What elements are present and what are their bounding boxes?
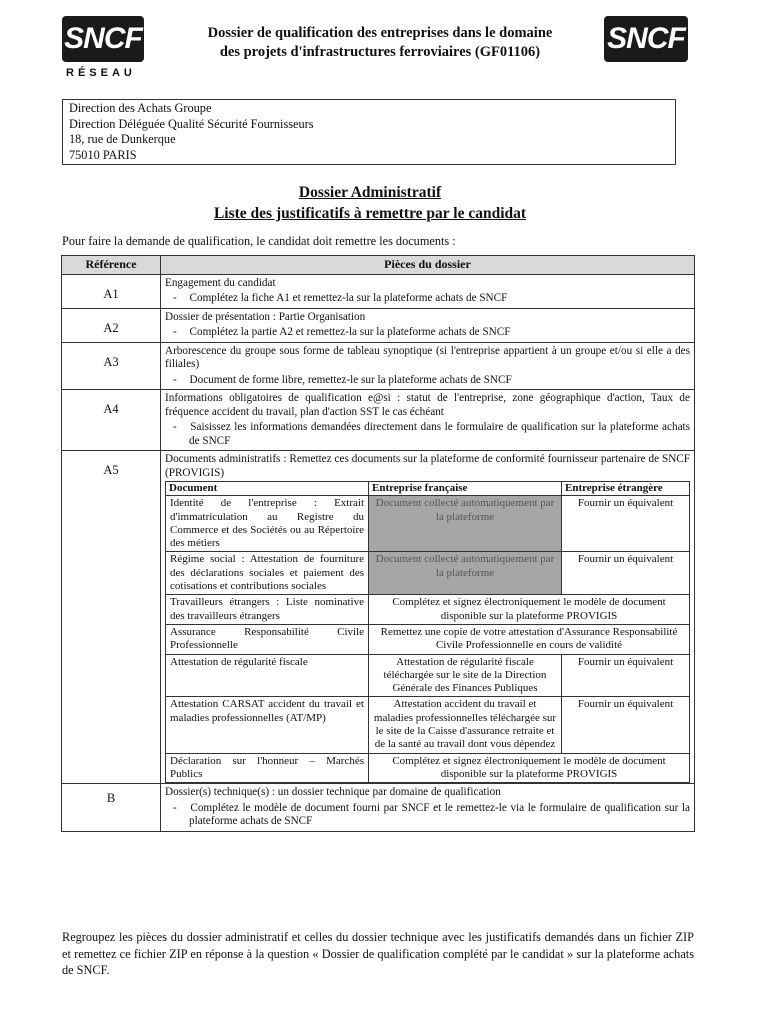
logo-subtitle: RÉSEAU — [66, 67, 136, 79]
title-line-2: des projets d'infrastructures ferroviaires (GF01106) — [219, 44, 541, 60]
document-title — [160, 24, 600, 62]
subtable-row — [166, 496, 690, 552]
table-row — [62, 390, 695, 451]
subtable-document: Régime social : Attestation de fourniture des déclarations sociales et paiement des cotisations et contributions sociales — [166, 552, 369, 595]
subtable-row — [166, 595, 690, 625]
row-content — [161, 390, 695, 451]
subtable-foreign-requirement: Fournir un équivalent — [562, 552, 690, 595]
row-content — [161, 784, 695, 832]
row-text: Dossier(s) technique(s) : un dossier technique par domaine de qualification — [165, 786, 501, 799]
subtable-document: Attestation CARSAT accident du travail et maladies professionnelles (AT/MP) — [166, 697, 369, 753]
subtable-merged-requirement: Remettez une copie de votre attestation d'Assurance Responsabilité Civile Professionnelle en cours de validité — [369, 624, 690, 654]
row-content — [161, 342, 695, 390]
subtable-row — [166, 624, 690, 654]
address-line: Direction des Achats Groupe — [69, 101, 212, 115]
subtable-foreign-requirement: Fournir un équivalent — [562, 654, 690, 697]
subtable-row — [166, 753, 690, 783]
row-text: Engagement du candidat — [165, 276, 276, 289]
row-instruction: - Complétez la fiche A1 et remettez-la sur la plateforme achats de SNCF — [165, 292, 690, 306]
subtable-header-document: Document — [166, 482, 369, 496]
row-text: Documents administratifs : Remettez ces documents sur la plateforme de conformité fournisseur partenaire de SNCF (PROVIGIS) — [165, 453, 690, 479]
row-text: Arborescence du groupe sous forme de tableau synoptique (si l'entreprise appartient à un groupe et/ou si elle a des filiales) — [165, 344, 690, 370]
row-reference: A1 — [62, 274, 161, 308]
subtable-row — [166, 697, 690, 753]
subtable-row — [166, 654, 690, 697]
table-row — [62, 342, 695, 390]
subtable-foreign-requirement: Fournir un équivalent — [562, 496, 690, 552]
row-instruction: - Document de forme libre, remettez-le sur la plateforme achats de SNCF — [165, 374, 690, 388]
row-reference: B — [62, 784, 161, 832]
subtable-french-requirement: Document collecté automatiquement par la plateforme — [369, 552, 562, 595]
subtable-document: Déclaration sur l'honneur – Marchés Publics — [166, 753, 369, 783]
subtable-row — [166, 552, 690, 595]
subtable-merged-requirement: Complétez et signez électroniquement le modèle de document disponible sur la plateforme PROVIGIS — [369, 753, 690, 783]
row-instruction: - Complétez le modèle de document fourni par SNCF et le remettez-le via le formulaire de qualification sur la plateforme achats de SNCF — [165, 802, 690, 829]
column-header-reference: Référence — [62, 256, 161, 275]
subtable-foreign-requirement: Fournir un équivalent — [562, 697, 690, 753]
intro-text: Pour faire la demande de qualification, le candidat doit remettre les documents : — [62, 234, 456, 248]
subtable-french-requirement: Attestation accident du travail et maladies professionnelles téléchargée sur le site de la Caisse d'assurance retraite et de la santé au travail dont vous dépendez — [369, 697, 562, 753]
section-title: Dossier Administratif — [298, 184, 442, 201]
address-line: Direction Déléguée Qualité Sécurité Fournisseurs — [69, 116, 314, 131]
sncf-logo-right: SNCF — [604, 16, 688, 62]
subtable-document: Assurance Responsabilité Civile Professionnelle — [166, 624, 369, 654]
address-box — [62, 99, 676, 165]
subtable-french-requirement: Document collecté automatiquement par la plateforme — [369, 496, 562, 552]
subtable-header-french: Entreprise française — [369, 482, 562, 496]
subtable-document: Travailleurs étrangers : Liste nominative des travailleurs étrangers — [166, 595, 369, 625]
sncf-logo-left: SNCF — [62, 16, 144, 62]
address-line: 75010 PARIS — [69, 147, 137, 162]
table-row — [62, 308, 695, 342]
subtable-french-requirement: Attestation de régularité fiscale téléchargée sur le site de la Direction Générale des Finances Publiques — [369, 654, 562, 697]
row-content — [161, 308, 695, 342]
row-content — [161, 274, 695, 308]
address-line: 18, rue de Dunkerque — [69, 132, 176, 146]
row-content — [161, 451, 695, 784]
row-instruction: - Complétez la partie A2 et remettez-la sur la plateforme achats de SNCF — [165, 326, 690, 340]
title-line-1: Dossier de qualification des entreprises dans le domaine — [207, 25, 553, 41]
row-text: Dossier de présentation : Partie Organisation — [165, 310, 366, 323]
table-row — [62, 274, 695, 308]
subtable-header-foreign: Entreprise étrangère — [562, 482, 690, 496]
row-reference: A3 — [62, 342, 161, 390]
subtable-document: Attestation de régularité fiscale — [166, 654, 369, 697]
section-subtitle: Liste des justificatifs à remettre par le candidat — [213, 205, 527, 222]
subtable-document: Identité de l'entreprise : Extrait d'immatriculation au Registre du Commerce et des Sociétés ou au Répertoire des métiers — [166, 496, 369, 552]
table-row — [62, 451, 695, 784]
footer-instructions: Regroupez les pièces du dossier administratif et celles du dossier technique avec les justificatifs demandés dans un fichier ZIP et remettez ce fichier ZIP en réponse à la question « Dossier de qualification complété par le candidat » sur la plateforme achats de SNCF. — [62, 930, 694, 977]
row-text: Informations obligatoires de qualification e@si : statut de l'entreprise, zone géographique d'action, Taux de fréquence accident du travail, plan d'action SST le cas échéant — [165, 392, 690, 418]
column-header-pieces: Pièces du dossier — [161, 256, 695, 275]
row-instruction: - Saisissez les informations demandées directement dans le formulaire de qualification sur la plateforme achats de SNCF — [165, 421, 690, 448]
administrative-documents-subtable — [165, 481, 690, 783]
documents-table — [61, 255, 695, 832]
row-reference: A2 — [62, 308, 161, 342]
subtable-merged-requirement: Complétez et signez électroniquement le modèle de document disponible sur la plateforme PROVIGIS — [369, 595, 690, 625]
table-row — [62, 784, 695, 832]
row-reference: A4 — [62, 390, 161, 451]
row-reference: A5 — [62, 451, 161, 784]
